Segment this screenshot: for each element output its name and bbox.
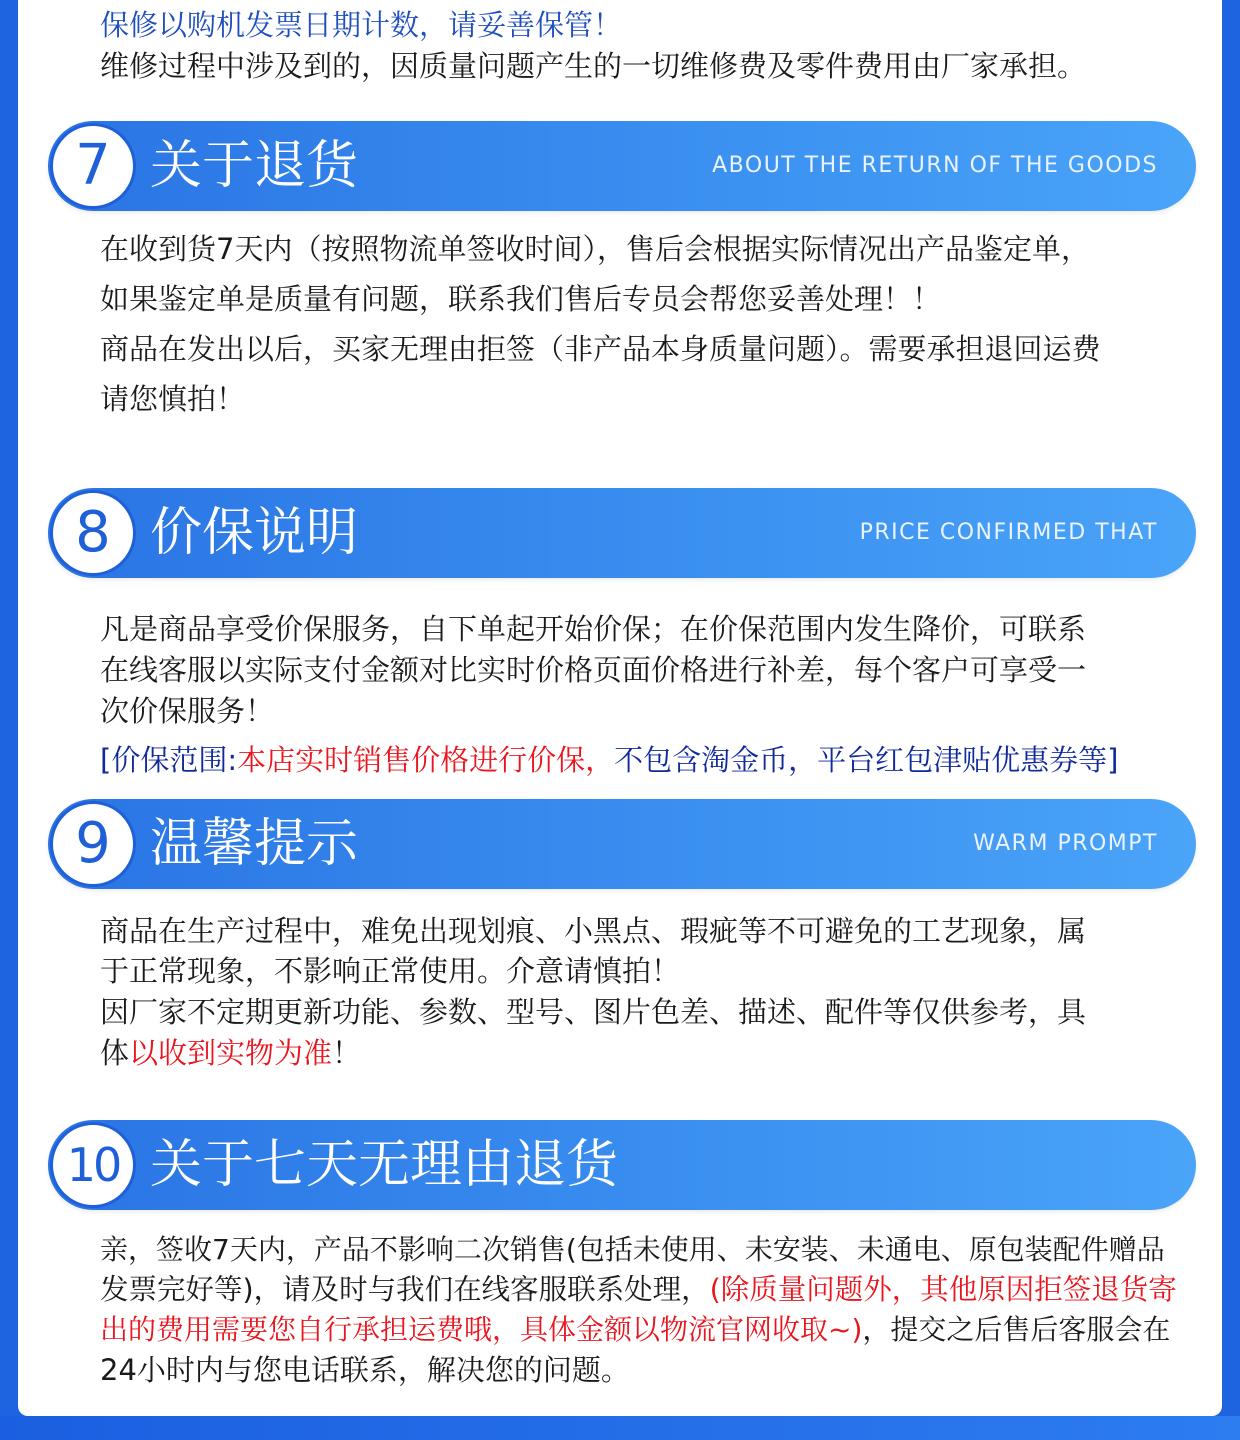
section-title: 温馨提示 bbox=[150, 814, 359, 874]
section-subtitle: PRICE CONFIRMED THAT bbox=[859, 520, 1158, 545]
price-scope-note bbox=[100, 740, 1118, 780]
intro-warranty-line: 保修以购机发票日期计数，请妥善保管！ bbox=[100, 8, 623, 42]
intro-repair-cost-line: 维修过程中涉及到的，因质量问题产生的一切维修费及零件费用由厂家承担。 bbox=[100, 49, 1087, 83]
price-scope-highlight: 本店实时销售价格进行价保， bbox=[237, 743, 615, 777]
seven-day-line-2-highlight: (除质量问题外，其他原因拒签退货寄 bbox=[709, 1273, 1177, 1306]
section-banner-price-protection bbox=[48, 488, 1196, 578]
seven-day-line-3-highlight: 出的费用需要您自行承担运费哦，具体金额以物流官网收取~) bbox=[100, 1313, 863, 1346]
section-title: 关于退货 bbox=[150, 136, 359, 196]
section-banner-seven-day-return bbox=[48, 1120, 1196, 1210]
section-banner-warm-prompt bbox=[48, 799, 1196, 889]
seven-day-line-2-prefix: 发票完好等)，请及时与我们在线客服联系处理， bbox=[100, 1273, 710, 1306]
price-scope-prefix: [价保范围: bbox=[100, 743, 238, 777]
section-subtitle: ABOUT THE RETURN OF THE GOODS bbox=[712, 153, 1158, 178]
seven-day-line-3-suffix: ，提交之后售后客服会在 bbox=[862, 1313, 1171, 1346]
prompt-line-1: 商品在生产过程中，难免出现划痕、小黑点、瑕疵等不可避免的工艺现象，属 bbox=[100, 914, 1087, 948]
section-banner-returns bbox=[48, 121, 1196, 211]
seven-day-line-3 bbox=[100, 1310, 1170, 1350]
section-subtitle: WARM PROMPT bbox=[973, 831, 1158, 856]
prompt-line-4-prefix: 体 bbox=[100, 1036, 130, 1070]
prompt-line-2: 于正常现象，不影响正常使用。介意请慎拍！ bbox=[100, 954, 681, 988]
prompt-line-3: 因厂家不定期更新功能、参数、型号、图片色差、描述、配件等仅供参考，具 bbox=[100, 995, 1087, 1029]
section-title: 价保说明 bbox=[150, 503, 359, 563]
returns-line-1: 在收到货7天内（按照物流单签收时间），售后会根据实际情况出产品鉴定单， bbox=[100, 232, 1090, 266]
price-line-3: 次价保服务！ bbox=[100, 694, 275, 728]
section-number-badge: 8 bbox=[50, 490, 136, 576]
price-line-1: 凡是商品享受价保服务，自下单起开始价保；在价保范围内发生降价，可联系 bbox=[100, 612, 1087, 646]
price-scope-exclusions: 不包含淘金币，平台红包津贴优惠券等] bbox=[614, 743, 1119, 777]
section-title: 关于七天无理由退货 bbox=[150, 1135, 619, 1195]
prompt-line-4 bbox=[100, 1033, 361, 1073]
section-number-badge: 10 bbox=[50, 1122, 136, 1208]
returns-line-3: 商品在发出以后，买家无理由拒签（非产品本身质量问题）。需要承担退回运费 bbox=[100, 332, 1101, 366]
returns-line-4: 请您慎拍！ bbox=[100, 382, 246, 416]
seven-day-line-2 bbox=[100, 1270, 1177, 1310]
bottom-strip bbox=[0, 1416, 1240, 1440]
price-line-2: 在线客服以实际支付金额对比实时价格页面价格进行补差，每个客户可享受一 bbox=[100, 653, 1087, 687]
section-number-badge: 7 bbox=[50, 123, 136, 209]
seven-day-line-1: 亲，签收7天内，产品不影响二次销售(包括未使用、未安装、未通电、原包装配件赠品 bbox=[100, 1233, 1165, 1266]
section-number-badge: 9 bbox=[50, 801, 136, 887]
seven-day-line-4: 24小时内与您电话联系，解决您的问题。 bbox=[100, 1353, 630, 1387]
prompt-line-4-highlight: 以收到实物为准 bbox=[129, 1036, 333, 1070]
prompt-line-4-suffix: ！ bbox=[332, 1036, 362, 1070]
returns-line-2: 如果鉴定单是质量有问题，联系我们售后专员会帮您妥善处理！！ bbox=[100, 282, 942, 316]
